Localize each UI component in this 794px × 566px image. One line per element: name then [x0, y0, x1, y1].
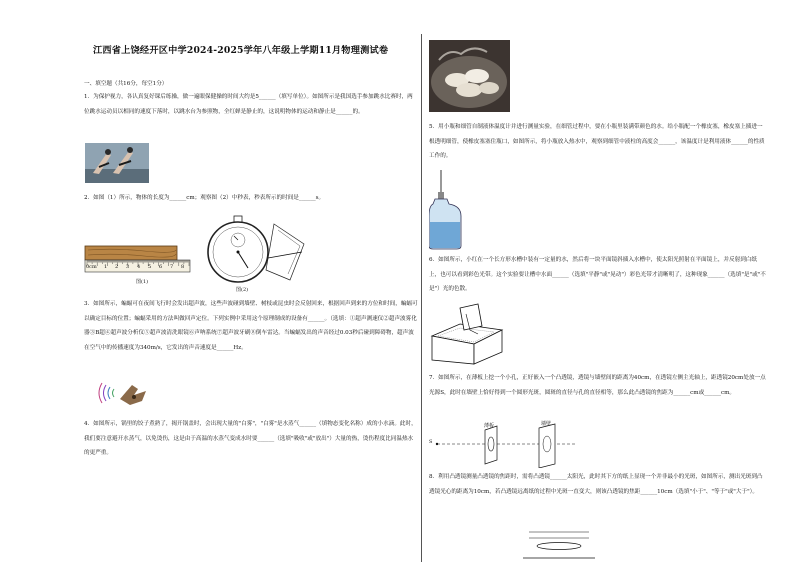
- ruler-tick-label: 2: [115, 264, 119, 270]
- figure-1-caption: 图(1): [136, 279, 149, 285]
- lens-plate-wall-drawing: [429, 422, 599, 468]
- question-3: 3．如图所示，蝙蝠可在夜间飞行时会发出超声波，这些声波碰到墙壁、树枝或昆虫时会反射回来，根据回声到来的方位和时间，蝙蝠可以确定目标的位置；蝙蝠采用的方法叫做回声定位。下列实例中采用这个原理制成的设备有______。（选填：①超声测速仪②超声波雾化器③B超④超声波分析仪⑤超声波清洗眼镜⑥声呐系统⑦超声波牙刷⑧倒车雷达。当蝙蝠发出的声音经过0.03秒后碰到障碍物，超声波在空气中的传播速度为340m/s，它发出的声音速度是______Hz。: [84, 301, 418, 351]
- lens-diagram: [429, 422, 599, 468]
- light-source-label: S: [429, 439, 433, 445]
- ruler-tick-label: 8: [181, 264, 185, 270]
- question-7: 7．如图所示，在薄板上挖一个小孔，正好嵌入一个凸透镜，透镜与墙壁间的距离为40cm，在透镜左侧主光轴上，距透镜20cm处放一点光源S，此时在墙壁上恰好得到一个圆形光斑，圆斑的直径与孔的直径相等，那么此凸透镜的焦距为______cm或______cm。: [429, 375, 766, 396]
- tank-and-mirror-drawing: [430, 300, 504, 366]
- diving-photo: [85, 143, 149, 183]
- question-4: 4．如图所示，锅里的饺子煮熟了，揭开锅盖时，会出现大量的"白雾"，"白雾"是水蒸气______（填物态变化名称）成的小水滴。此时，我们要注意避开水蒸气，以免烫伤，这是由于高温的水蒸气变成水时要______（选填"吸收"或"放出"）大量的热，烫伤程度比同温热水的更严重。: [84, 421, 417, 457]
- dumplings-photo: [429, 40, 510, 112]
- ruler-tick-label: 3: [126, 264, 130, 270]
- stopwatch-figure: [204, 214, 310, 292]
- bat-echolocation-figure: [94, 375, 152, 411]
- ruler-tick-label: 0cm: [86, 264, 97, 270]
- figure-2-caption: 图(2): [236, 287, 249, 293]
- bottle-thermometer-figure: [429, 170, 465, 250]
- column-divider: [421, 34, 422, 562]
- water-tank-mirror-figure: [430, 300, 504, 366]
- bat-sound-waves-image: [94, 375, 152, 411]
- plate-label: 薄板: [484, 423, 495, 429]
- ruler-tick-label: 1: [104, 264, 108, 270]
- ruler-tick-label: 5: [148, 264, 152, 270]
- ruler-figure: [84, 244, 192, 286]
- question-5: 5．用小瓶和细管自制液体温度计并进行测量实验，在细管过程中，要在小瓶里装满带颜色的水。给小瓶配一个橡皮塞，橡皮塞上插进一根透明细管，使橡皮塞塞住瓶口，如图所示，将小瓶放入热水中，观察到细管中液柱的高度会______，该温度计是利用液体______的性质工作的。: [429, 124, 765, 160]
- ruler-tick-label: 6: [159, 264, 163, 270]
- sun-lens-paper-figure: [519, 528, 599, 562]
- diving-athletes-image: [85, 143, 149, 183]
- boiling-dumplings-image: [429, 40, 510, 112]
- question-8: 8．利用凸透镜测量凸透镜的焦距时，需将凸透镜______太阳光，此时其下方的纸上显现一个并非最小的光斑，如图所示，测出光斑到凸透镜光心的距离为10cm，若凸透镜远离纸的过程中光斑一直变大，则该凸透镜的焦距______10cm（选填"小于"、"等于"或"大于"）。: [429, 474, 763, 495]
- lens-focus-drawing: [519, 528, 599, 562]
- ruler-tick-label: 4: [137, 264, 141, 270]
- wall-label: 墙壁: [541, 421, 552, 427]
- section-heading: 一、填空题（共16分，每空1分）: [84, 81, 168, 87]
- question-6: 6．如图所示，小红在一个长方形水槽中装有一定量的水，然后将一块平面镜斜插入水槽中，使太阳光照射在平面镜上，并反射到白纸上，也可以看到彩色光带。这个实验要让槽中水面______（选填"平静"或"晃动"）彩色光带才清晰明了，这种现象______（选填"是"或"不是"）光的色散。: [429, 257, 766, 293]
- ruler-tick-label: 7: [170, 264, 174, 270]
- ruler-labels: [86, 264, 190, 272]
- question-1: 1．为保护视力，各认真复好课后练操，做一遍眼保健操的时间大约是5______（填写单位）。如图所示是我国选手参加跳水比赛时，两位跳水运动员以相同的速度下落时，以跳水台为参照物，全红婵是静止的，这说明物体的运动和静止是______的。: [84, 94, 413, 115]
- stopwatch-drawing: [204, 214, 310, 292]
- question-2: 2．如图（1）所示，物体的长度为______cm；观察图（2）中秒表，秒表所示的时间是______s。: [84, 195, 325, 201]
- bottle-with-tube-drawing: [429, 170, 465, 250]
- exam-title: 江西省上饶经开区中学2024-2025学年八年级上学期11月物理测试卷: [93, 45, 389, 56]
